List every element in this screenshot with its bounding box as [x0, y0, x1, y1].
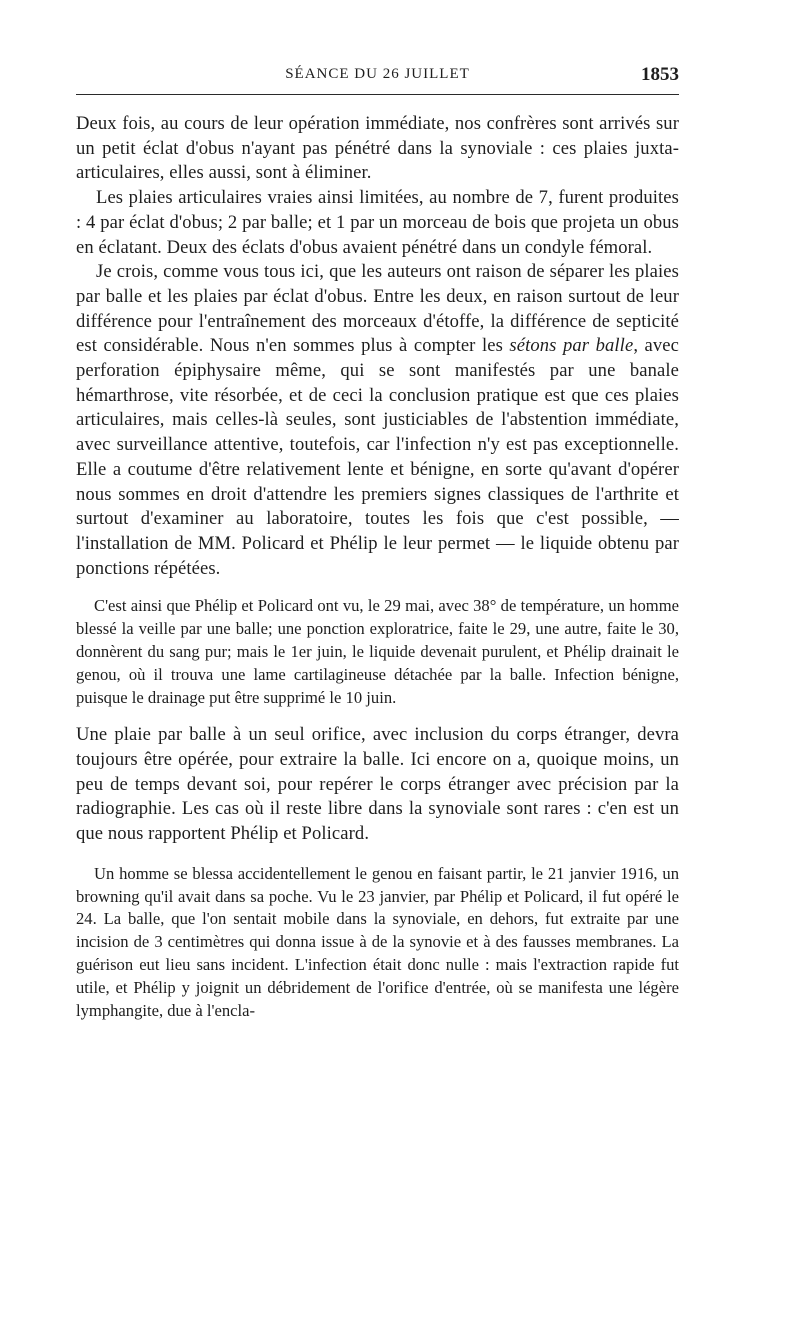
- case-report-browning: Un homme se blessa accidentellement le genou en faisant partir, le 21 janvier 1916, un browning qu'il avait dans sa poche. Vu le 23 janvier, par Phélip et Policard, il fut opéré le 24. La balle, que l'on sentait mobile dans la synoviale, en dehors, fut extraite par une incision de 3 centimètres qui donna issue à de la synovie et à des fausses membranes. La guérison eut lieu sans incident. L'infection était donc nulle : mais l'extraction rapide fut utile, et Phélip y joignit un débridement de l'orifice d'entrée, où se manifesta une légère lymphangite, due à l'encla-: [76, 863, 679, 1020]
- case-report-phelip-policard: C'est ainsi que Phélip et Policard ont vu, le 29 mai, avec 38° de température, un homme blessé la veille par une balle; une ponction exploratrice, faite le 29, une autre, faite le 30, donnèrent du sang pur; mais le 1er juin, le liquide devenait purulent, et Phélip drainait le genou, où il trouva une lame cartilagineuse détachée par la balle. Infection bénigne, puisque le drainage put être supprimé le 10 juin.: [76, 596, 679, 707]
- paragraph-bullet-vs-shell-part1: Je crois, comme vous tous ici, que les auteurs ont raison de séparer les plaies par balle et les plaies par éclat d'obus. Entre les deux, en raison surtout de leur différence pour l'entraînement des morceaux d'étoffe, la différence de septicité est considérable. Nous n'en sommes plus à compter les: [76, 261, 679, 357]
- paragraph-true-articular-wounds: Les plaies articulaires vraies ainsi limitées, au nombre de 7, furent produites : 4 par éclat d'obus; 2 par balle; et 1 par un morceau de bois que projeta un obus en éclatant. Deux des éclats d'obus avaient pénétré dans un condyle fémoral.: [76, 187, 679, 258]
- paragraph-juxta-articular: Deux fois, au cours de leur opération immédiate, nos confrères sont arrivés sur un petit éclat d'obus n'ayant pas pénétré dans la synoviale : ces plaies juxta-articulaires, elles aussi, sont à éliminer.: [76, 113, 679, 184]
- book-page: [76, 64, 679, 1022]
- paragraph-single-orifice-bullet: Une plaie par balle à un seul orifice, avec inclusion du corps étranger, devra toujours être opérée, pour extraire la balle. Ici encore on a, quoique moins, un peu de temps devant soi, pour repérer le corps étranger avec précision par la radiographie. Les cas où il reste libre dans la synoviale sont rares : c'en est un que nous rapportent Phélip et Policard.: [76, 724, 679, 845]
- paragraph-bullet-vs-shell-part2: , avec perforation épiphysaire même, qui se sont manifestés par une banale hémarthrose, vite résorbée, et de ceci la conclusion pratique est que ces plaies articulaires, mais celles-là seules, sont justiciables de l'abstention immédiate, avec surveillance attentive, toutefois, car l'infection n'y est pas exceptionnelle. Elle a coutume d'être relativement lente et bénigne, en sorte qu'avant d'opérer nous sommes en droit d'attendre les premiers signes classiques de l'arthrite et surtout d'examiner au laboratoire, toutes les fois que c'est possible, — l'installation de MM. Policard et Phélip le leur permet — le liquide obtenu par ponctions répétées.: [76, 335, 680, 579]
- italic-setons-par-balle: sétons par balle: [509, 335, 634, 357]
- page-number: 1853: [641, 64, 679, 85]
- paragraph-bullet-vs-shell: [76, 260, 679, 581]
- body-text: [76, 112, 679, 1022]
- running-head: [76, 64, 679, 95]
- running-title: SÉANCE DU 26 JUILLET: [285, 66, 470, 82]
